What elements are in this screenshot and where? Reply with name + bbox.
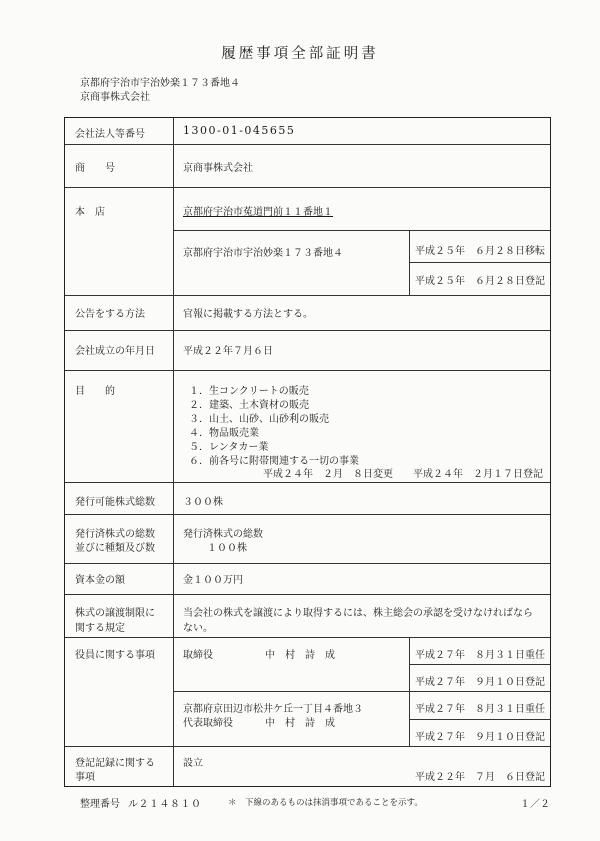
transfer-restriction-value: 当会社の株式を譲渡により取得するには、株主総会の承認を受けなければなら bbox=[183, 608, 533, 619]
row-divider bbox=[65, 482, 550, 483]
transfer-restriction-label: 関する規定 bbox=[75, 623, 125, 634]
row-divider bbox=[65, 330, 550, 331]
trade-name-label: 商 号 bbox=[75, 163, 115, 174]
established-value: 平成２２年７月６日 bbox=[183, 346, 273, 357]
footer-note: ＊ 下線のあるものは抹消事項であることを示す。 bbox=[228, 798, 423, 808]
issued-shares-label: 発行済株式の総数 bbox=[75, 529, 155, 540]
transfer-restriction-value: ない。 bbox=[183, 623, 213, 634]
authorized-shares-value: ３００株 bbox=[183, 497, 223, 508]
purpose-change-note: 平成２４年 ２月 ８日変更 平成２４年 ２月１７日登記 bbox=[263, 469, 543, 480]
row-divider bbox=[65, 144, 550, 145]
capital-label: 資本金の額 bbox=[75, 575, 125, 586]
officer-date: 平成２７年 ８月３１日重任 bbox=[415, 650, 545, 661]
header-company: 京商事株式会社 bbox=[80, 92, 150, 103]
date-cell-divider bbox=[409, 637, 410, 746]
officer-name: 中 村 詩 成 bbox=[265, 718, 335, 729]
public-notice-value: 官報に掲載する方法とする。 bbox=[183, 309, 313, 320]
register-table bbox=[64, 117, 551, 787]
header-address: 京都府宇治市宇治妙楽１７３番地４ bbox=[80, 78, 240, 89]
corp-number-value: 1300-01-045655 bbox=[183, 124, 296, 137]
public-notice-label: 公告をする方法 bbox=[75, 309, 145, 320]
row-divider bbox=[173, 230, 550, 231]
officer-date: 平成２７年 ８月３１日重任 bbox=[415, 704, 545, 715]
purpose-label: 目 的 bbox=[75, 386, 115, 397]
officer-role: 代表取締役 bbox=[183, 718, 233, 729]
corp-number-label: 会社法人等番号 bbox=[75, 129, 145, 140]
officer-date: 平成２７年 ９月１０日登記 bbox=[415, 732, 545, 743]
page-number: １／２ bbox=[520, 799, 550, 810]
issued-shares-value: １００株 bbox=[207, 543, 247, 554]
footer-ref-number: ル２１４８１０ bbox=[128, 799, 202, 810]
registry-record-value: 設立 bbox=[183, 758, 203, 769]
issued-shares-value: 発行済株式の総数 bbox=[183, 529, 263, 540]
head-office-new-value: 京都府宇治市宇治妙楽１７３番地４ bbox=[183, 248, 343, 259]
purpose-item: ６．前各号に附帯関連する一切の事業 bbox=[189, 456, 359, 467]
officer-name: 中 村 詩 成 bbox=[265, 650, 335, 661]
head-office-old-value: 京都府宇治市菟道門前１１番地１ bbox=[183, 207, 333, 218]
officer-address: 京都府京田辺市松井ケ丘一丁目４番地３ bbox=[183, 704, 363, 715]
date-cell-divider bbox=[409, 719, 550, 720]
authorized-shares-label: 発行可能株式総数 bbox=[75, 497, 155, 508]
head-office-label: 本 店 bbox=[75, 207, 105, 218]
row-divider bbox=[65, 514, 550, 515]
established-label: 会社成立の年月日 bbox=[75, 346, 155, 357]
row-divider bbox=[65, 187, 550, 188]
head-office-date-registered: 平成２５年 ６月２８日登記 bbox=[415, 276, 545, 287]
row-divider bbox=[173, 691, 550, 692]
officer-role: 取締役 bbox=[183, 650, 213, 661]
trade-name-value: 京商事株式会社 bbox=[183, 163, 253, 174]
registry-record-label: 登記記録に関する bbox=[75, 758, 155, 769]
head-office-date-moved: 平成２５年 ６月２８日移転 bbox=[415, 246, 545, 257]
officers-label: 役員に関する事項 bbox=[75, 650, 155, 661]
row-divider bbox=[65, 746, 550, 747]
registry-record-label: 事項 bbox=[75, 772, 95, 783]
officer-date: 平成２７年 ９月１０日登記 bbox=[415, 677, 545, 688]
date-cell-divider bbox=[409, 262, 550, 263]
row-divider bbox=[65, 295, 550, 296]
purpose-item: ２．建築、土木資材の販売 bbox=[189, 400, 309, 411]
registry-record-date: 平成２２年 ７月 ６日登記 bbox=[415, 772, 545, 783]
document-title: 履歴事項全部証明書 bbox=[221, 46, 379, 62]
issued-shares-label: 並びに種類及び数 bbox=[75, 543, 155, 554]
footer-ref-label: 整理番号 bbox=[80, 799, 120, 810]
purpose-item: １．生コンクリートの販売 bbox=[189, 386, 309, 397]
row-divider bbox=[65, 637, 550, 638]
row-divider bbox=[65, 370, 550, 371]
purpose-item: ３．山土、山砂、山砂利の販売 bbox=[189, 414, 329, 425]
date-cell-divider bbox=[409, 664, 550, 665]
capital-value: 金１００万円 bbox=[183, 575, 243, 586]
row-divider bbox=[65, 563, 550, 564]
purpose-item: ４．物品販売業 bbox=[189, 428, 259, 439]
row-divider bbox=[65, 594, 550, 595]
purpose-item: ５．レンタカー業 bbox=[189, 442, 269, 453]
label-column-divider bbox=[173, 118, 174, 786]
transfer-restriction-label: 株式の譲渡制限に bbox=[75, 608, 155, 619]
